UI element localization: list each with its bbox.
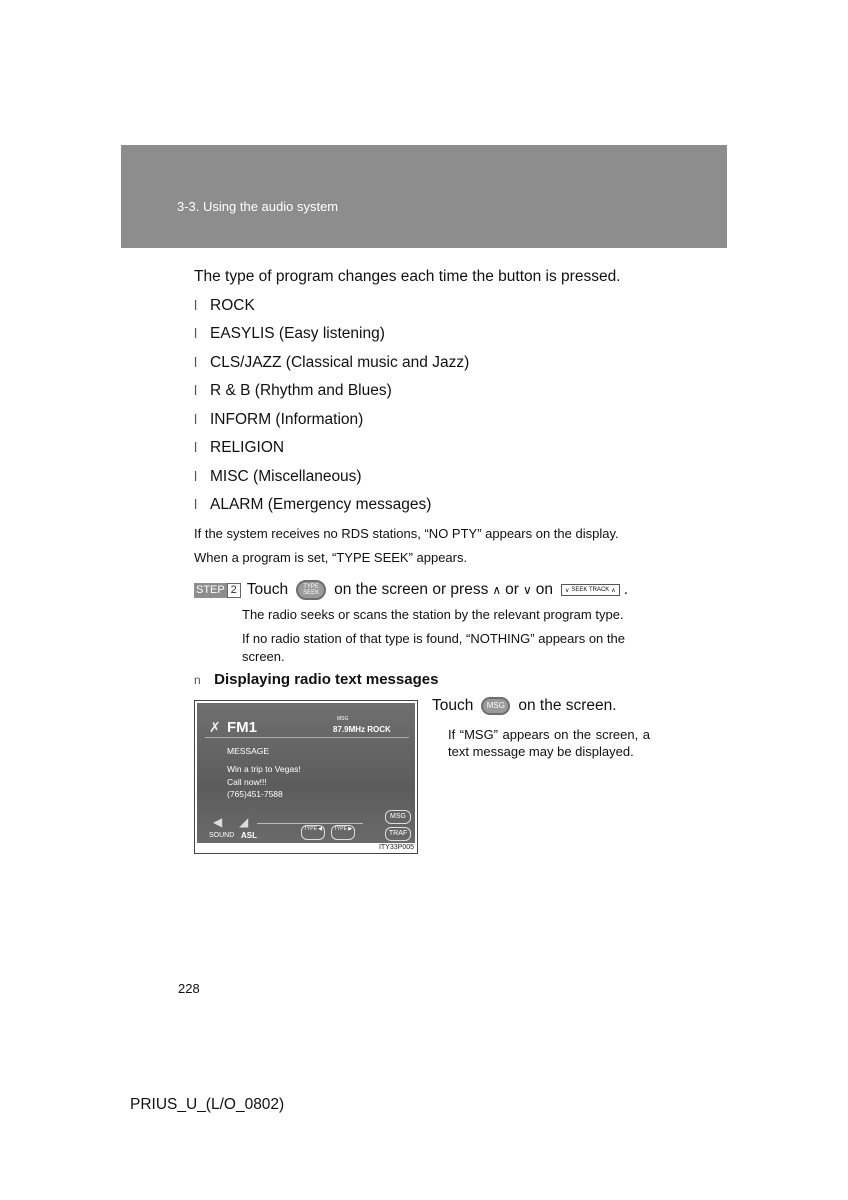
msg-note: If “MSG” appears on the screen, a text message may be displayed.	[448, 727, 650, 759]
radio-screen-figure	[194, 700, 418, 854]
touch-text: Touch	[432, 697, 474, 714]
bullet-icon: l	[194, 354, 198, 370]
touch-msg-row	[432, 697, 617, 715]
list-item	[194, 411, 363, 429]
radio-screen	[197, 703, 415, 843]
bullet-icon: l	[194, 382, 198, 398]
step-label: STEP	[196, 583, 225, 596]
bullet-icon: l	[194, 439, 198, 455]
sound-label[interactable]: SOUND	[209, 832, 235, 839]
list-item-label: INFORM (Information)	[210, 411, 364, 428]
message-line: (765)451-7588	[227, 789, 283, 799]
seek-track-label: SEEK TRACK	[571, 587, 610, 593]
list-item	[194, 468, 362, 486]
message-line: Call now!!!	[227, 777, 267, 787]
step-2-row	[194, 580, 628, 600]
volume-slider-track[interactable]	[257, 823, 363, 824]
bullet-icon: l	[194, 325, 198, 341]
traf-button[interactable]: TRAF	[385, 827, 411, 841]
list-item	[194, 325, 385, 343]
list-item-label: EASYLIS (Easy listening)	[210, 325, 385, 342]
step-text-press: on the screen or press	[334, 581, 489, 598]
step-text-on: on	[535, 581, 553, 598]
figure-code: ITY33P005	[378, 844, 414, 851]
list-item-label: CLS/JAZZ (Classical music and Jazz)	[210, 354, 470, 371]
band-label: FM1	[227, 719, 257, 736]
antenna-icon: ✗	[209, 719, 221, 735]
step-text-touch: Touch	[246, 581, 289, 598]
section-title: 3-3. Using the audio system	[177, 199, 339, 214]
footer-code: PRIUS_U_(L/O_0802)	[130, 1096, 285, 1113]
type-seek-button[interactable]	[296, 580, 326, 600]
msg-button[interactable]: MSG	[385, 810, 411, 824]
list-item-label: RELIGION	[210, 439, 285, 456]
speaker-icon[interactable]: ◀	[213, 815, 223, 829]
seek-track-button[interactable]	[561, 584, 620, 596]
step-period: .	[623, 581, 629, 598]
seek-up-icon: ∧	[611, 587, 616, 594]
header-band	[121, 145, 727, 248]
type-seek-line2: SEEK	[303, 590, 320, 596]
list-item-label: MISC (Miscellaneous)	[210, 468, 362, 485]
msg-indicator: MSG	[337, 716, 349, 722]
type-next-button[interactable]: TYPE ▶	[331, 825, 355, 840]
divider	[205, 737, 409, 738]
touch-suffix: on the screen.	[518, 697, 617, 714]
note-no-pty: If the system receives no RDS stations, “NO PTY” appears on the display.	[194, 526, 619, 541]
list-item	[194, 354, 469, 372]
bullet-icon: l	[194, 496, 198, 512]
up-arrow-icon: ∧	[492, 583, 502, 597]
down-arrow-icon: ∨	[522, 583, 532, 597]
seek-down-icon: ∨	[564, 587, 570, 594]
step-badge	[194, 583, 241, 598]
message-title: MESSAGE	[227, 746, 270, 756]
list-item	[194, 439, 284, 457]
list-item	[194, 297, 255, 315]
bullet-icon: l	[194, 411, 198, 427]
list-item-label: ALARM (Emergency messages)	[210, 496, 432, 513]
section-heading	[194, 671, 438, 688]
step-detail: The radio seeks or scans the station by the relevant program type.	[242, 607, 624, 622]
intro-text: The type of program changes each time the button is pressed.	[194, 268, 621, 285]
list-item	[194, 382, 392, 400]
asl-icon[interactable]: ◢	[239, 815, 249, 829]
bullet-icon: l	[194, 297, 198, 313]
list-item-label: ROCK	[210, 297, 255, 314]
note-type-seek: When a program is set, “TYPE SEEK” appears.	[194, 550, 468, 565]
asl-label[interactable]: ASL	[241, 831, 257, 840]
section-heading-label: Displaying radio text messages	[214, 671, 439, 688]
section-marker-icon: n	[194, 673, 201, 687]
step-number: 2	[227, 583, 241, 598]
type-prev-button[interactable]: TYPE ◀	[301, 825, 325, 840]
step-text-or: or	[505, 581, 519, 598]
list-item-label: R & B (Rhythm and Blues)	[210, 382, 392, 399]
frequency-display: 87.9MHz ROCK	[333, 725, 391, 734]
message-line: Win a trip to Vegas!	[227, 764, 301, 774]
list-item	[194, 496, 431, 514]
type-seek-line1: TYPE	[303, 584, 319, 590]
step-detail: If no radio station of that type is found, “NOTHING” appears on the screen.	[242, 631, 625, 664]
bullet-icon: l	[194, 468, 198, 484]
page-number: 228	[178, 981, 200, 996]
msg-button-icon[interactable]: MSG	[481, 697, 510, 715]
